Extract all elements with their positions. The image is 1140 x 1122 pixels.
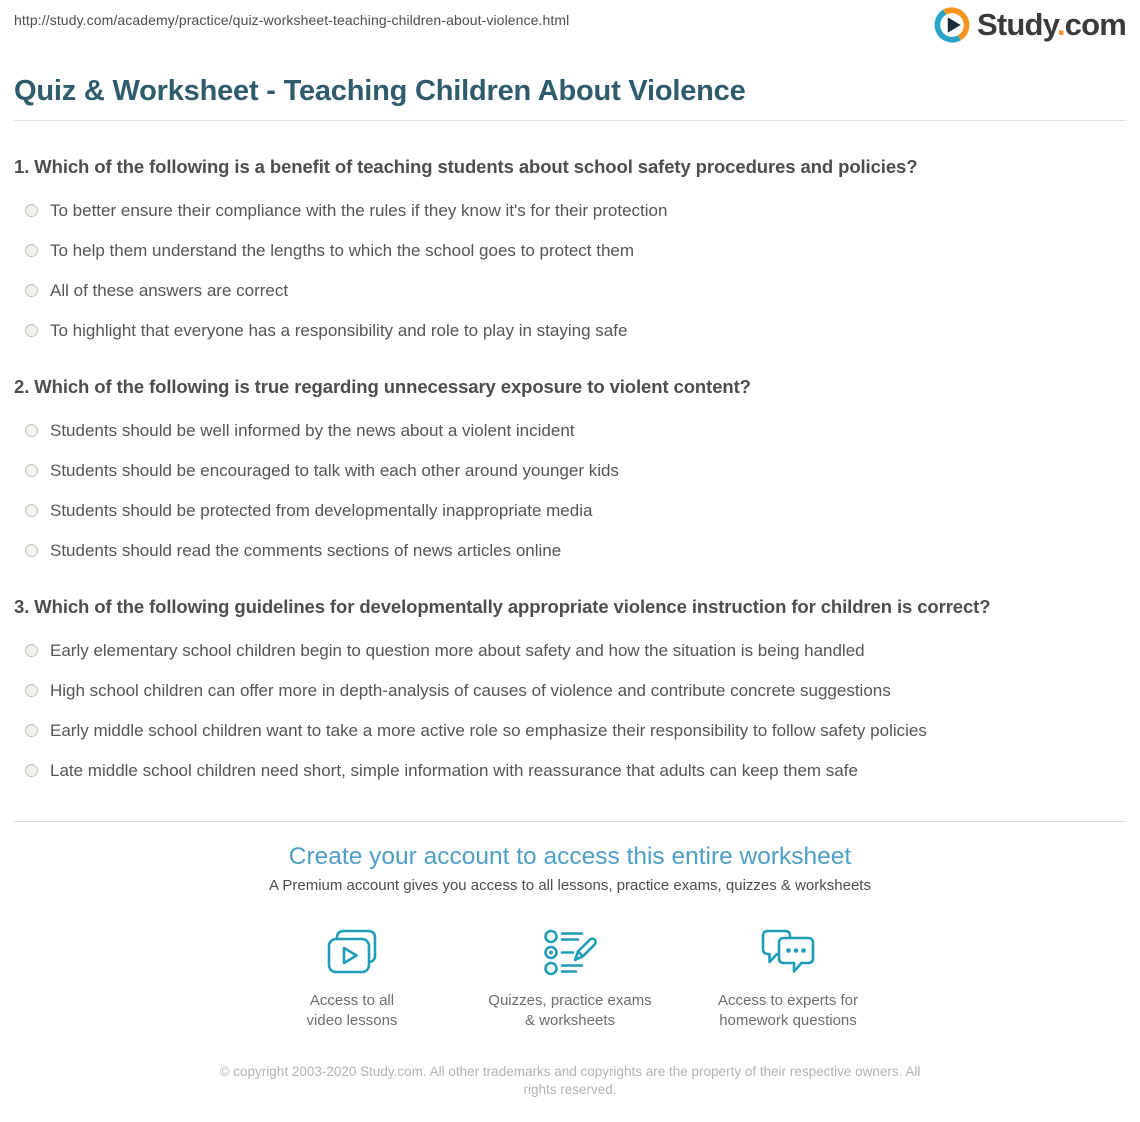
radio-button[interactable]: [25, 724, 38, 737]
studycom-logo-text: Study.com: [977, 7, 1126, 42]
feature-expert-chat: [688, 927, 888, 1031]
question-2-option-4[interactable]: [14, 540, 1126, 561]
feature-label: Quizzes, practice exams & worksheets: [488, 992, 652, 1029]
premium-subheading: A Premium account gives you access to all lessons, practice exams, quizzes & worksheets: [269, 877, 871, 894]
quizzes-worksheets-icon: [470, 927, 670, 979]
option-label[interactable]: Early middle school children want to take a more active role so emphasize their responsibility to follow safety policies: [50, 721, 927, 740]
option-label[interactable]: High school children can offer more in depth-analysis of causes of violence and contribute concrete suggestions: [50, 681, 891, 700]
features-row: [14, 927, 1126, 1031]
radio-button[interactable]: [25, 644, 38, 657]
title-divider: [14, 120, 1126, 121]
radio-button[interactable]: [25, 544, 38, 557]
radio-button[interactable]: [25, 764, 38, 777]
option-label[interactable]: Students should be well informed by the news about a violent incident: [50, 421, 575, 440]
create-account-link[interactable]: Create your account to access this entire worksheet: [288, 843, 852, 870]
studycom-logo-icon: [933, 6, 971, 44]
question-3-option-4[interactable]: [14, 760, 1126, 781]
question-2-option-1[interactable]: [14, 420, 1126, 441]
question-2-option-2[interactable]: [14, 460, 1126, 481]
option-label[interactable]: Late middle school children need short, simple information with reassurance that adults can keep them safe: [50, 761, 858, 780]
question-1-option-4[interactable]: [14, 320, 1126, 341]
page-url: http://study.com/academy/practice/quiz-worksheet-teaching-children-about-violence.html: [14, 12, 570, 28]
question-1-option-1[interactable]: [14, 200, 1126, 221]
question-3: [14, 595, 1126, 781]
radio-button[interactable]: [25, 324, 38, 337]
feature-label: Access to all video lessons: [306, 992, 398, 1029]
question-2-option-3[interactable]: [14, 500, 1126, 521]
question-2-text: 2. Which of the following is true regarding unnecessary exposure to violent content?: [14, 376, 751, 397]
radio-button[interactable]: [25, 284, 38, 297]
video-lessons-icon: [252, 927, 452, 979]
option-label[interactable]: All of these answers are correct: [50, 281, 289, 300]
question-3-text: 3. Which of the following guidelines for developmentally appropriate violence instruction for children is correct?: [14, 596, 991, 617]
option-label[interactable]: Early elementary school children begin to question more about safety and how the situation is being handled: [50, 641, 865, 660]
question-1-text: 1. Which of the following is a benefit of teaching students about school safety procedures and policies?: [14, 156, 918, 177]
feature-quizzes-worksheets: [470, 927, 670, 1031]
radio-button[interactable]: [25, 504, 38, 517]
option-label[interactable]: Students should be protected from developmentally inappropriate media: [50, 501, 593, 520]
question-2: [14, 375, 1126, 561]
question-3-option-3[interactable]: [14, 720, 1126, 741]
option-label[interactable]: Students should be encouraged to talk with each other around younger kids: [50, 461, 619, 480]
option-label[interactable]: To highlight that everyone has a responsibility and role to play in staying safe: [50, 321, 628, 340]
question-1-option-2[interactable]: [14, 240, 1126, 261]
radio-button[interactable]: [25, 464, 38, 477]
question-1: [14, 155, 1126, 341]
radio-button[interactable]: [25, 684, 38, 697]
question-1-option-3[interactable]: [14, 280, 1126, 301]
expert-chat-icon: [688, 927, 888, 979]
copyright-notice: © copyright 2003-2020 Study.com. All other trademarks and copyrights are the property of their respective owners. All rights reserved.: [219, 1064, 921, 1097]
feature-video-lessons: [252, 927, 452, 1031]
option-label[interactable]: To better ensure their compliance with the rules if they know it's for their protection: [50, 201, 668, 220]
option-label[interactable]: To help them understand the lengths to which the school goes to protect them: [50, 241, 635, 260]
page-header: [14, 0, 1126, 48]
radio-button[interactable]: [25, 244, 38, 257]
feature-label: Access to experts for homework questions: [717, 992, 859, 1029]
question-3-option-1[interactable]: [14, 640, 1126, 661]
page-title: Quiz & Worksheet - Teaching Children About Violence: [14, 75, 746, 107]
question-3-option-2[interactable]: [14, 680, 1126, 701]
section-divider: [14, 821, 1126, 822]
radio-button[interactable]: [25, 204, 38, 217]
option-label[interactable]: Students should read the comments sections of news articles online: [50, 541, 562, 560]
studycom-logo[interactable]: [933, 6, 1126, 44]
radio-button[interactable]: [25, 424, 38, 437]
